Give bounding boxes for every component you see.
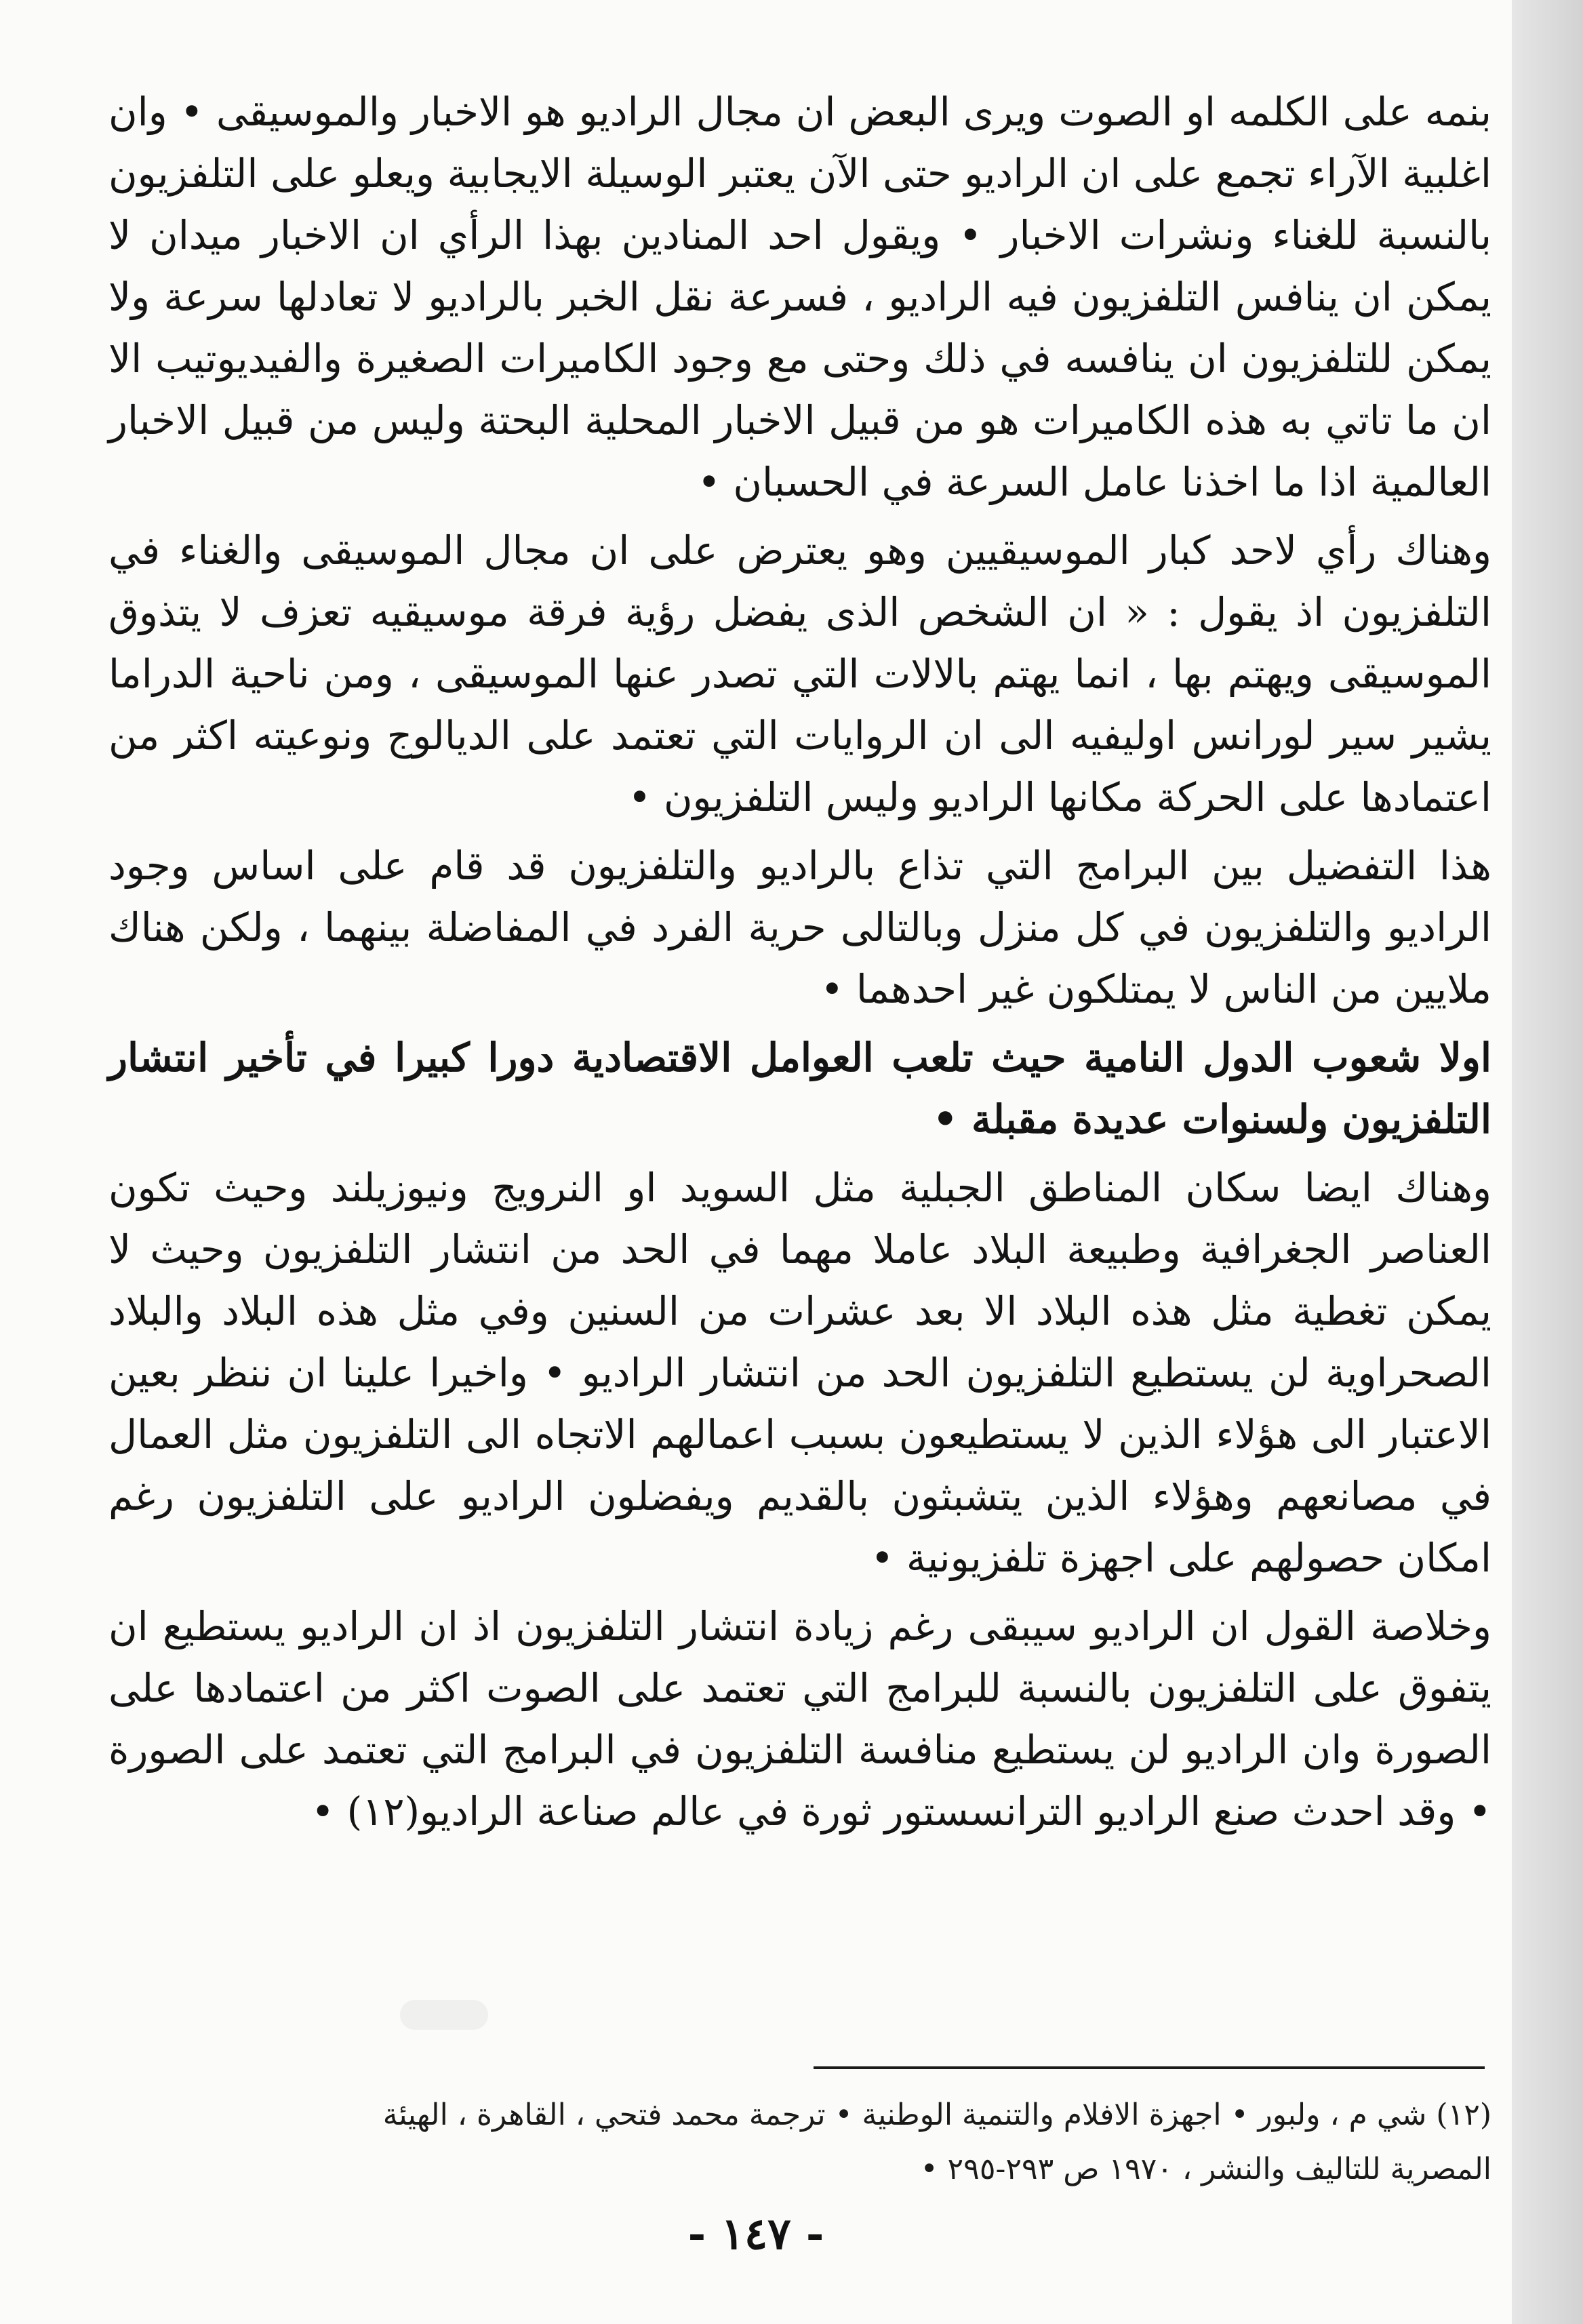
paragraph-mountain-regions: وهناك ايضا سكان المناطق الجبلية مثل السويد او النرويج ونيوزيلند وحيث تكون العناصر الجغرافية وطبيعة البلاد عاملا مهما في الحد من انتشار التلفزيون وحيث لا يمكن تغطية مثل هذه البلاد الا بعد عشرات من السنين وفي مثل هذه البلاد والبلاد الصحراوية لن يستطيع التلفزيون الحد من انتشار الراديو • واخيرا علينا ان ننظر بعين الاعتبار الى هؤلاء الذين لا يستطيعون بسبب اعمالهم الاتجاه الى التلفزيون مثل العمال في مصانعهم وهؤلاء الذين يتشبثون بالقديم ويفضلون الراديو على التلفزيون رغم امكان حصولهم على اجهزة تلفزيونية • — [108, 1165, 1491, 1581]
paragraph-conclusion: وخلاصة القول ان الراديو سيبقى رغم زيادة انتشار التلفزيون اذ ان الراديو يستطيع ان يتفوق على التلفزيون بالنسبة للبرامج التي تعتمد على الصوت اكثر من اعتمادها على الصورة وان الراديو لن يستطيع منافسة التلفزيون في البرامج التي تعتمد على الصورة • وقد احدث صنع الراديو الترانسستور ثورة في عالم صناعة الراديو(١٢) • — [108, 1603, 1491, 1835]
paragraph-musician-opinion: وهناك رأي لاحد كبار الموسيقيين وهو يعترض على ان مجال الموسيقى والغناء في التلفزيون اذ يقول : « ان الشخص الذى يفضل رؤية فرقة موسيقيه تعزف لا يتذوق الموسيقى ويهتم بها ، انما يهتم بالالات التي تصدر عنها الموسيقى ، ومن ناحية الدراما يشير سير لورانس اوليفيه الى ان الروايات التي تعتمد على الديالوج ونوعيته اكثر من اعتمادها على الحركة مكانها الراديو وليس التلفزيون • — [108, 527, 1491, 820]
footnote-line-1: (١٢) شي م ، ولبور • اجهزة الافلام والتنمية الوطنية • ترجمة محمد فتحي ، القاهرة ، الهيئة — [382, 2098, 1491, 2132]
body-text — [108, 81, 1491, 1849]
paragraph-radio-news-music: بنمه على الكلمه او الصوت ويرى البعض ان مجال الراديو هو الاخبار والموسيقى • وان اغلبية الآراء تجمع على ان الراديو حتى الآن يعتبر الوسيلة الايجابية ويعلو على التلفزيون بالنسبة للغناء ونشرات الاخبار • ويقول احد المنادين بهذا الرأي ان الاخبار ميدان لا يمكن ان ينافس التلفزيون فيه الراديو ، فسرعة نقل الخبر بالراديو لا تعادلها سرعة ولا يمكن للتلفزيون ان ينافسه في ذلك وحتى مع وجود الكاميرات الصغيرة والفيديوتيب الا ان ما تاتي به هذه الكاميرات هو من قبيل الاخبار المحلية البحتة وليس من قبيل الاخبار العالمية اذا ما اخذنا عامل السرعة في الحسبان • — [108, 89, 1491, 505]
footnote-divider — [814, 2066, 1485, 2069]
footnote-line-2: المصرية للتاليف والنشر ، ١٩٧٠ ص ٢٩٣-٢٩٥ • — [920, 2152, 1491, 2186]
page-number: - ١٤٧ - — [687, 2209, 824, 2260]
scan-edge — [1512, 0, 1583, 2324]
paper-smudge — [400, 2000, 488, 2030]
paragraph-preference-basis: هذا التفضيل بين البرامج التي تذاع بالراديو والتلفزيون قد قام على اساس وجود الراديو والتلفزيون في كل منزل وبالتالى حرية الفرد في المفاضلة بينهما ، ولكن هناك ملايين من الناس لا يمتلكون غير احدهما • — [108, 843, 1491, 1012]
footnote-block — [108, 2088, 1491, 2197]
paragraph-developing-nations: اولا شعوب الدول النامية حيث تلعب العوامل الاقتصادية دورا كبيرا في تأخير انتشار التلفزيون ولسنوات عديدة مقبلة • — [108, 1035, 1491, 1142]
